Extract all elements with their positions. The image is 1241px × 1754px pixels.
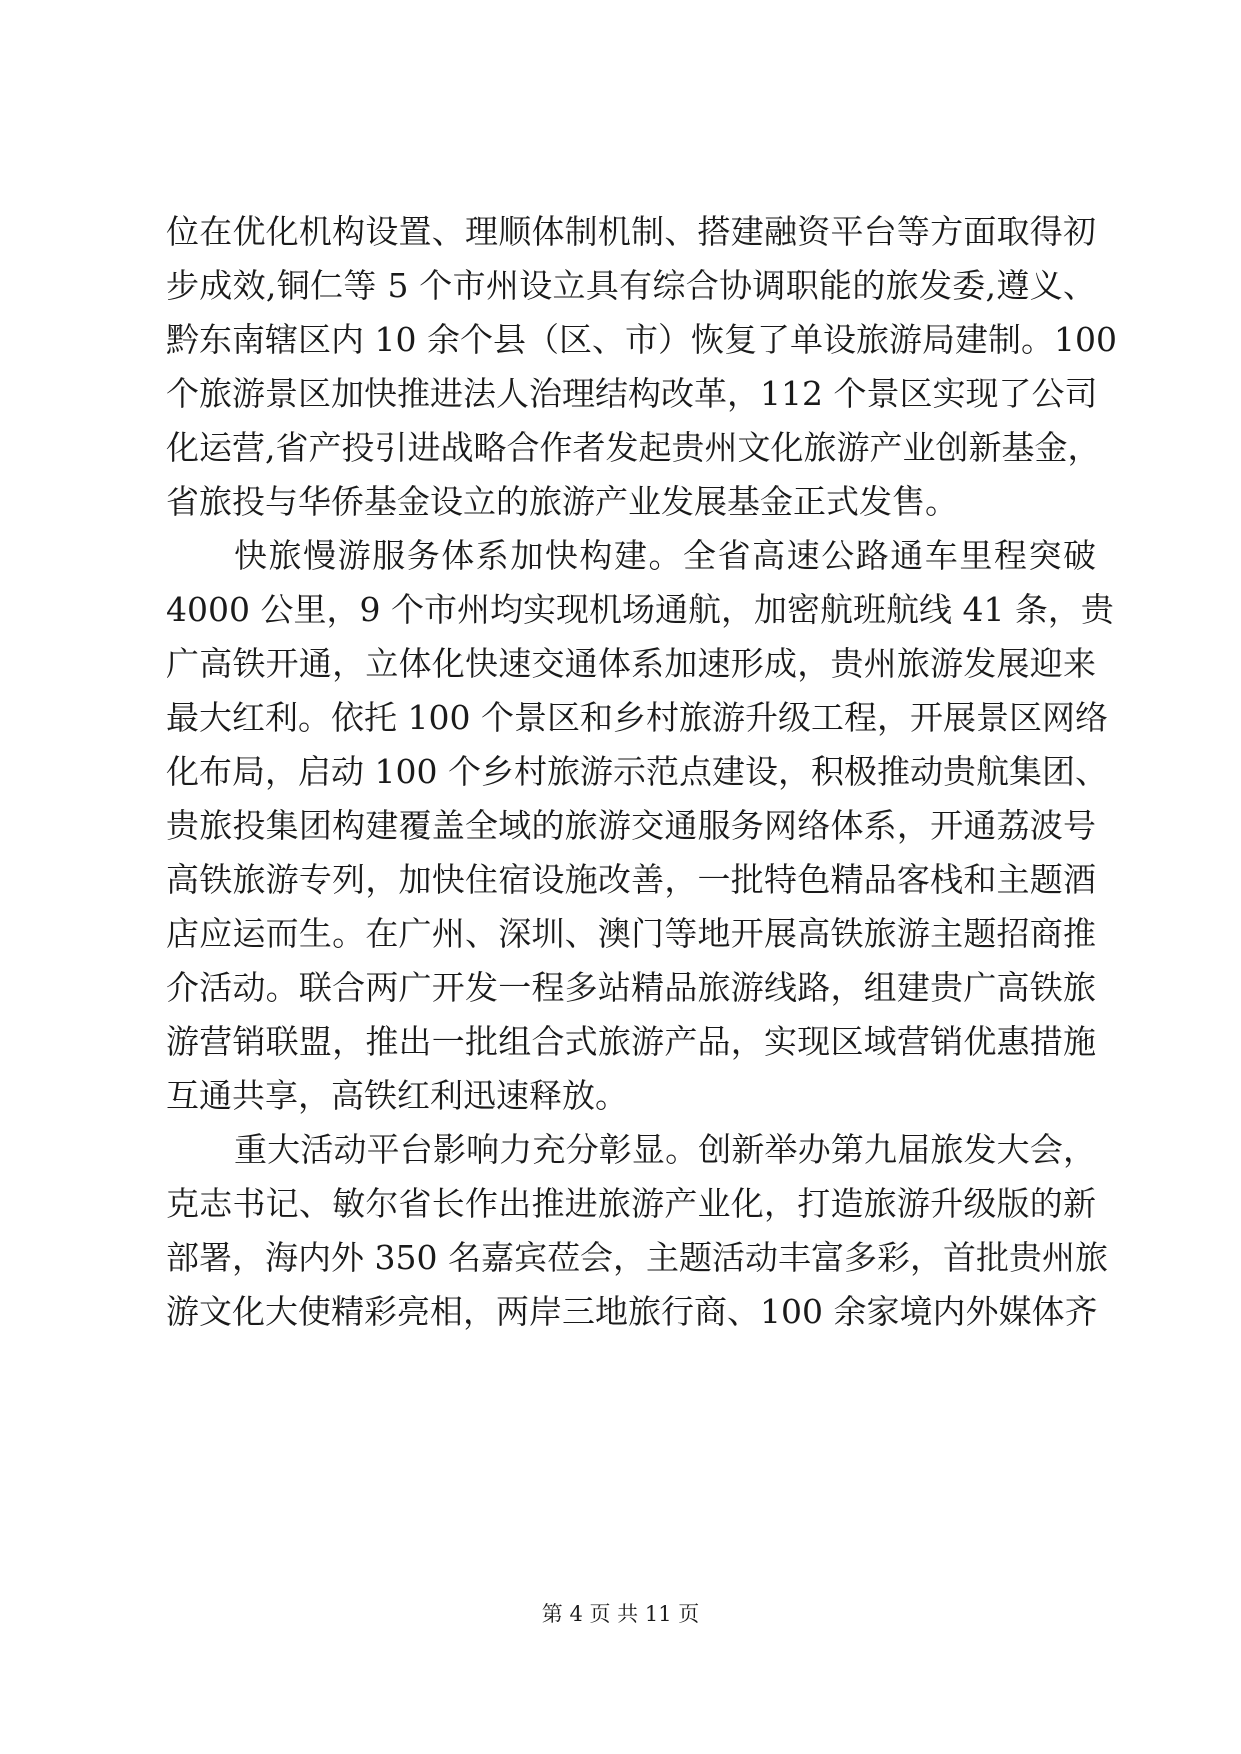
text-line: 省旅投与华侨基金设立的旅游产业发展基金正式发售。 (166, 482, 958, 521)
text-line: 游文化大使精彩亮相，两岸三地旅行商、100 余家境内外媒体齐 (166, 1292, 1098, 1331)
text-line: 高铁旅游专列，加快住宿设施改善，一批特色精品客栈和主题酒 (166, 860, 1096, 899)
text-line: 克志书记、敏尔省长作出推进旅游产业化，打造旅游升级版的新 (166, 1184, 1096, 1223)
text-line: 广高铁开通，立体化快速交通体系加速形成，贵州旅游发展迎来 (166, 644, 1096, 683)
page-number-footer: 第 4 页 共 11 页 (541, 1602, 700, 1626)
text-line: 店应运而生。在广州、深圳、澳门等地开展高铁旅游主题招商推 (166, 914, 1096, 953)
paragraph-start-line: 快旅慢游服务体系加快构建。全省高速公路通车里程突破 (234, 536, 1096, 575)
text-line: 化布局，启动 100 个乡村旅游示范点建设，积极推动贵航集团、 (166, 752, 1108, 791)
text-line: 黔东南辖区内 10 余个县（区、市）恢复了单设旅游局建制。100 (166, 320, 1117, 359)
paragraph-start-line: 重大活动平台影响力充分彰显。创新举办第九届旅发大会， (234, 1130, 1096, 1169)
text-line: 最大红利。依托 100 个景区和乡村旅游升级工程，开展景区网络 (166, 698, 1108, 737)
text-line: 介活动。联合两广开发一程多站精品旅游线路，组建贵广高铁旅 (166, 968, 1096, 1007)
text-line: 贵旅投集团构建覆盖全域的旅游交通服务网络体系，开通荔波号 (166, 806, 1096, 845)
text-line: 互通共享，高铁红利迅速释放。 (166, 1076, 628, 1115)
text-line: 部署，海内外 350 名嘉宾莅会，主题活动丰富多彩，首批贵州旅 (166, 1238, 1108, 1277)
text-line: 4000 公里，9 个市州均实现机场通航，加密航班航线 41 条，贵 (166, 590, 1114, 629)
text-line: 个旅游景区加快推进法人治理结构改革，112 个景区实现了公司 (166, 374, 1098, 413)
text-line: 步成效,铜仁等 5 个市州设立具有综合协调职能的旅发委,遵义、 (166, 266, 1096, 305)
text-line: 游营销联盟，推出一批组合式旅游产品，实现区域营销优惠措施 (166, 1022, 1096, 1061)
text-line: 位在优化机构设置、理顺体制机制、搭建融资平台等方面取得初 (166, 212, 1096, 251)
text-line: 化运营,省产投引进战略合作者发起贵州文化旅游产业创新基金， (166, 428, 1101, 467)
